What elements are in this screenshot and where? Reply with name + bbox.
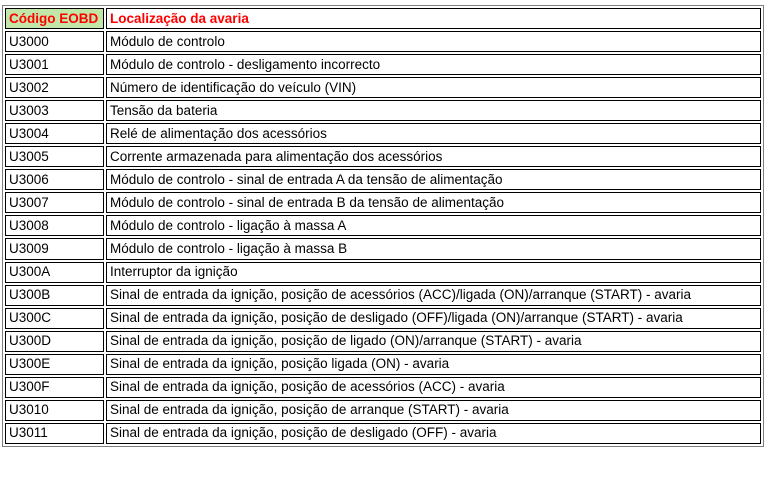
table-row: [5, 54, 761, 75]
table-row: [5, 100, 761, 121]
cell-location: Relé de alimentação dos acessórios: [106, 123, 761, 144]
cell-location: Módulo de controlo - sinal de entrada A da tensão de alimentação: [106, 169, 761, 190]
cell-location: Sinal de entrada da ignição, posição de acessórios (ACC)/ligada (ON)/arranque (START) - avaria: [106, 285, 761, 306]
cell-code: U300C: [5, 308, 104, 329]
cell-code: U3005: [5, 146, 104, 167]
cell-code: U3010: [5, 400, 104, 421]
cell-location: Sinal de entrada da ignição, posição de desligado (OFF)/ligada (ON)/arranque (START) - avaria: [106, 308, 761, 329]
table-row: [5, 192, 761, 213]
cell-code: U3004: [5, 123, 104, 144]
table-body: [5, 31, 761, 444]
cell-code: U3003: [5, 100, 104, 121]
cell-location: Sinal de entrada da ignição, posição de acessórios (ACC) - avaria: [106, 377, 761, 398]
cell-location: Corrente armazenada para alimentação dos acessórios: [106, 146, 761, 167]
cell-location: Módulo de controlo - ligação à massa B: [106, 238, 761, 259]
cell-code: U3007: [5, 192, 104, 213]
table-row: [5, 238, 761, 259]
table-row: [5, 285, 761, 306]
cell-location: Sinal de entrada da ignição, posição de arranque (START) - avaria: [106, 400, 761, 421]
eobd-code-table-frame: [2, 5, 764, 447]
table-row: [5, 377, 761, 398]
table-row: [5, 262, 761, 283]
table-row: [5, 423, 761, 444]
cell-location: Módulo de controlo - ligação à massa A: [106, 215, 761, 236]
table-row: [5, 354, 761, 375]
cell-location: Módulo de controlo: [106, 31, 761, 52]
cell-code: U3009: [5, 238, 104, 259]
table-header-row: [5, 8, 761, 29]
cell-location: Número de identificação do veículo (VIN): [106, 77, 761, 98]
cell-code: U3002: [5, 77, 104, 98]
table-row: [5, 215, 761, 236]
cell-location: Interruptor da ignição: [106, 262, 761, 283]
cell-location: Módulo de controlo - desligamento incorrecto: [106, 54, 761, 75]
table-row: [5, 308, 761, 329]
table-row: [5, 400, 761, 421]
column-header-code: Código EOBD: [5, 8, 104, 29]
eobd-code-table: [3, 6, 763, 446]
cell-location: Módulo de controlo - sinal de entrada B da tensão de alimentação: [106, 192, 761, 213]
cell-code: U3011: [5, 423, 104, 444]
cell-code: U300D: [5, 331, 104, 352]
cell-code: U3000: [5, 31, 104, 52]
cell-location: Sinal de entrada da ignição, posição de ligado (ON)/arranque (START) - avaria: [106, 331, 761, 352]
cell-code: U3006: [5, 169, 104, 190]
cell-code: U3001: [5, 54, 104, 75]
cell-code: U3008: [5, 215, 104, 236]
table-row: [5, 169, 761, 190]
cell-location: Tensão da bateria: [106, 100, 761, 121]
cell-location: Sinal de entrada da ignição, posição ligada (ON) - avaria: [106, 354, 761, 375]
cell-location: Sinal de entrada da ignição, posição de desligado (OFF) - avaria: [106, 423, 761, 444]
table-row: [5, 146, 761, 167]
cell-code: U300E: [5, 354, 104, 375]
table-row: [5, 31, 761, 52]
cell-code: U300A: [5, 262, 104, 283]
cell-code: U300B: [5, 285, 104, 306]
table-row: [5, 331, 761, 352]
column-header-location: Localização da avaria: [106, 8, 761, 29]
table-row: [5, 123, 761, 144]
cell-code: U300F: [5, 377, 104, 398]
table-row: [5, 77, 761, 98]
